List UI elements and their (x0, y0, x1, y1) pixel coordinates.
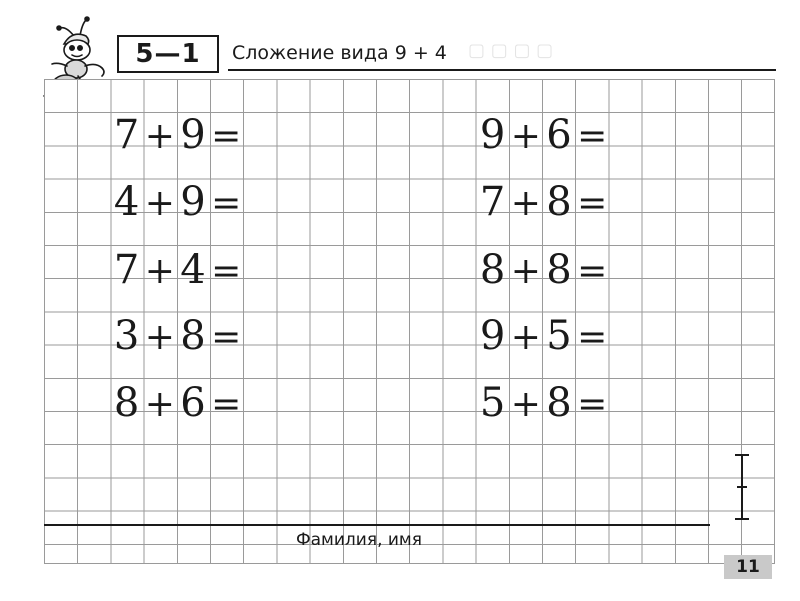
first-addend: 8 (479, 247, 506, 293)
equals-sign: = (211, 384, 242, 425)
name-label: Фамилия, имя (296, 530, 422, 550)
second-addend: 9 (180, 112, 206, 158)
second-addend: 6 (180, 380, 206, 426)
plus-sign: + (144, 251, 175, 292)
exercise-row (110, 247, 243, 293)
ruler-top-tick (735, 454, 749, 456)
equals-sign: = (211, 116, 242, 157)
equals-sign: = (211, 251, 242, 292)
bleed-through-text: ▢ ▢ ▢ ▢ (468, 40, 554, 61)
plus-sign: + (510, 384, 541, 425)
first-addend: 9 (479, 313, 506, 359)
plus-sign: + (144, 317, 175, 358)
equals-sign: = (577, 183, 608, 224)
second-addend: 6 (546, 112, 572, 158)
ruler-mid-tick (737, 486, 747, 488)
exercise-row (110, 112, 243, 158)
page-number-badge: 11 (724, 555, 772, 579)
equals-sign: = (577, 384, 608, 425)
exercise-row (476, 247, 609, 293)
exercise-row (110, 313, 243, 359)
equals-sign: = (211, 183, 242, 224)
second-addend: 8 (546, 380, 572, 426)
exercise-row (110, 380, 243, 426)
title-underline (228, 69, 776, 71)
equals-sign: = (577, 251, 608, 292)
first-addend: 5 (479, 380, 506, 426)
second-addend: 8 (546, 179, 572, 225)
first-addend: 7 (479, 179, 506, 225)
task-number-box: 5—1 (117, 35, 219, 73)
exercise-row (110, 179, 243, 225)
first-addend: 7 (113, 247, 140, 293)
first-addend: 7 (113, 112, 140, 158)
equals-sign: = (577, 116, 608, 157)
exercise-row (476, 380, 609, 426)
plus-sign: + (510, 116, 541, 157)
equals-sign: = (211, 317, 242, 358)
name-underline (44, 524, 710, 526)
second-addend: 9 (180, 179, 206, 225)
plus-sign: + (510, 183, 541, 224)
page-title: Сложение вида 9 + 4 (232, 42, 447, 64)
second-addend: 4 (180, 247, 206, 293)
exercise-row (476, 313, 609, 359)
equals-sign: = (577, 317, 608, 358)
ruler-bottom-tick (735, 518, 749, 520)
second-addend: 8 (546, 247, 572, 293)
plus-sign: + (510, 251, 541, 292)
first-addend: 4 (113, 179, 140, 225)
first-addend: 9 (479, 112, 506, 158)
plus-sign: + (144, 384, 175, 425)
plus-sign: + (144, 116, 175, 157)
first-addend: 3 (113, 313, 140, 359)
exercise-row (476, 179, 609, 225)
exercise-row (476, 112, 609, 158)
plus-sign: + (144, 183, 175, 224)
second-addend: 8 (180, 313, 206, 359)
second-addend: 5 (546, 313, 572, 359)
plus-sign: + (510, 317, 541, 358)
first-addend: 8 (113, 380, 140, 426)
